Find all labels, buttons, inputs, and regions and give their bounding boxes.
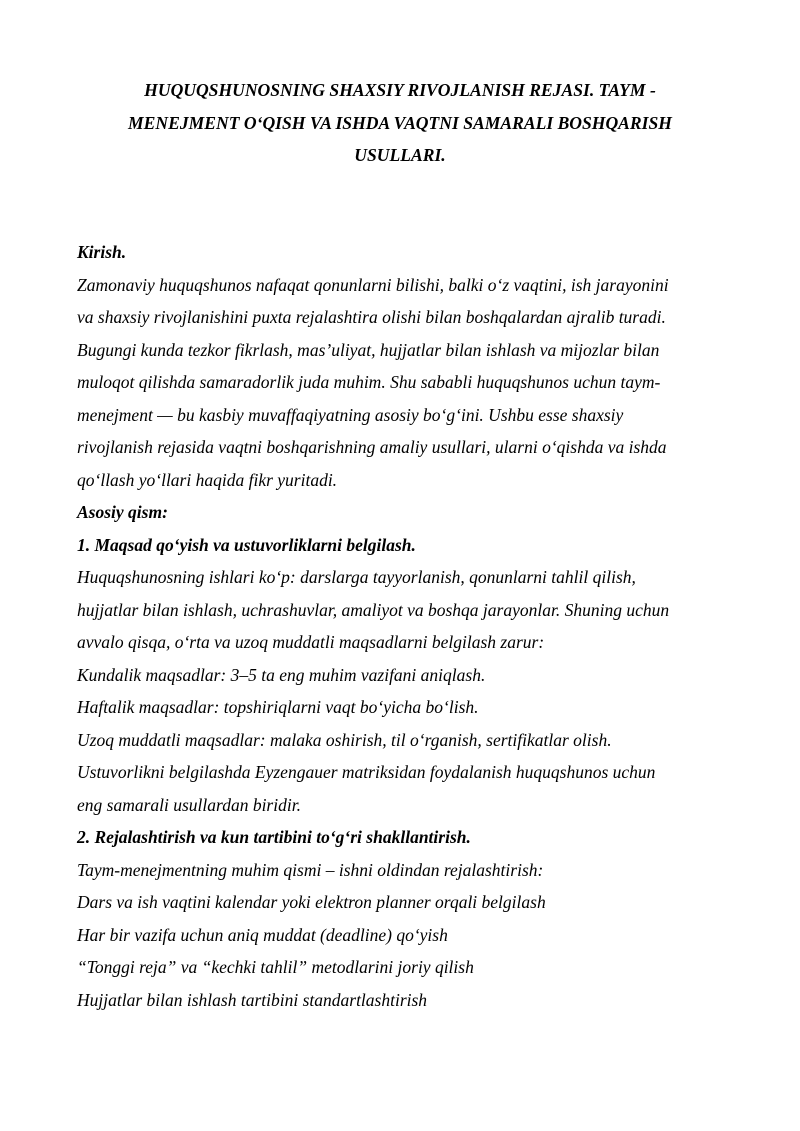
intro-line: qo‘llash yo‘llari haqida fikr yuritadi. <box>77 469 338 490</box>
document-title <box>80 74 720 172</box>
intro-line: va shaxsiy rivojlanishini puxta rejalashtira olishi bilan boshqalardan ajralib turadi. <box>77 307 666 327</box>
main-section-heading: Asosiy qism: <box>77 502 168 522</box>
section-2-line: “Tonggi reja” va “kechki tahlil” metodlarini joriy qilish <box>77 957 474 977</box>
section-1-line: hujjatlar bilan ishlash, uchrashuvlar, amaliyot va boshqa jarayonlar. Shuning uchun <box>77 599 670 620</box>
intro-heading: Kirish. <box>77 242 127 262</box>
intro-line: rivojlanish rejasida vaqtni boshqarishning amaliy usullari, ularni o‘qishda va ishda <box>77 437 667 457</box>
intro-line: menejment — bu kasbiy muvaffaqiyatning asosiy bo‘g‘ini. Ushbu esse shaxsiy <box>77 404 624 425</box>
document-body <box>77 236 737 1016</box>
section-1-line: Ustuvorlikni belgilashda Eyzengauer matriksidan foydalanish huquqshunos uchun <box>77 762 656 782</box>
section-2-line: Taym-menejmentning muhim qismi – ishni oldindan rejalashtirish: <box>77 859 544 880</box>
section-1-heading: 1. Maqsad qo‘yish va ustuvorliklarni belgilash. <box>77 534 416 555</box>
section-2-line: Har bir vazifa uchun aniq muddat (deadline) qo‘yish <box>77 924 448 945</box>
section-2-line: Hujjatlar bilan ishlash tartibini standartlashtirish <box>77 989 428 1010</box>
title-line: MENEJMENT O‘QISH VA ISHDA VAQTNI SAMARALI BOSHQARISH <box>128 112 672 133</box>
section-1-line: Kundalik maqsadlar: 3–5 ta eng muhim vazifani aniqlash. <box>77 664 486 685</box>
title-line: USULLARI. <box>354 145 446 165</box>
section-1-line: Haftalik maqsadlar: topshiriqlarni vaqt bo‘yicha bo‘lish. <box>77 697 479 717</box>
section-2-heading: 2. Rejalashtirish va kun tartibini to‘g‘ri shakllantirish. <box>77 827 471 847</box>
section-1-line: Huquqshunosning ishlari ko‘p: darslarga tayyorlanish, qonunlarni tahlil qilish, <box>77 567 636 587</box>
section-1-line: Uzoq muddatli maqsadlar: malaka oshirish, til o‘rganish, sertifikatlar olish. <box>77 729 612 750</box>
section-2-line: Dars va ish vaqtini kalendar yoki elektron planner orqali belgilash <box>77 892 546 912</box>
intro-line: Bugungi kunda tezkor fikrlash, mas’uliyat, hujjatlar bilan ishlash va mijozlar bilan <box>77 339 660 360</box>
intro-line: Zamonaviy huquqshunos nafaqat qonunlarni bilishi, balki o‘z vaqtini, ish jarayonini <box>77 274 669 295</box>
intro-line: muloqot qilishda samaradorlik juda muhim. Shu sababli huquqshunos uchun taym- <box>77 372 661 392</box>
section-1-line: eng samarali usullardan biridir. <box>77 794 301 815</box>
section-1-line: avvalo qisqa, o‘rta va uzoq muddatli maqsadlarni belgilash zarur: <box>77 632 545 652</box>
title-line: HUQUQSHUNOSNING SHAXSIY RIVOJLANISH REJASI. TAYM - <box>144 80 656 100</box>
